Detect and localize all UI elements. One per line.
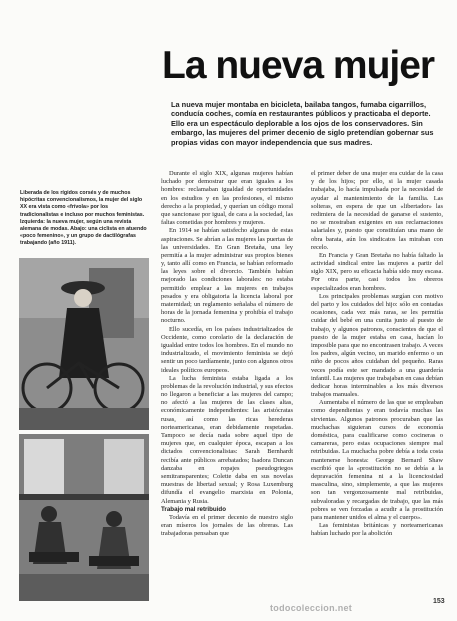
photo-caption (20, 190, 148, 248)
paragraph: En 1914 se habían satisfecho algunas de estas aspiraciones. Se abrían a las mujeres las puertas de las universidades. En Gran Bretaña, una ley permitía a la mujer administrar sus propios bienes y, tanto allí como en Francia, se habían reformado las leyes sobre el divorcio. También habían mejorado las condiciones laborales: no estaba permitido emplear a las mujeres en trabajos pesados y era obligatoria la licencia laboral por maternidad; un reglamento señalaba el número de horas de la jornada femenina y prohibía el trabajo nocturno. (161, 227, 293, 325)
typists-illustration (19, 434, 149, 601)
paragraph: En Francia y Gran Bretaña no había faltado la actividad sindical entre las mujeres a partir del siglo XIX, pero su eficacia había sido muy escasa. Por otra parte, casi todos los obreros especializados eran hombres. (311, 251, 443, 292)
lead-paragraph: La nueva mujer montaba en bicicleta, bailaba tangos, fumaba cigarrillos, conducía coches, comía en restaurantes públicos y practicaba el deporte. Ello era un espectáculo deplorable a los ojos de los conservadores. Sin embargo, las mujeres del primer decenio de siglo pretendían gobernar sus propias vidas con mayor independencia que sus madres. (171, 100, 434, 147)
body-column-left (161, 170, 293, 538)
section-subhead: Trabajo mal retribuido (161, 505, 226, 513)
caption-text: Liberada de los rígidos corsés y de muchos hipócritas convencionalismos, la mujer del siglo XX era vista como «frívola» por los tradicionalistas e incluso por muchos feministas. Izquierda: la nueva mujer, según una revista alemana de modas. Abajo: una ciclista en atuendo «poco femenino», y un grupo de dactilógrafas trabajando (año 1911). (20, 190, 147, 247)
typists-photo (19, 434, 149, 601)
paragraph: Durante el siglo XIX, algunas mujeres habían luchado por demostrar que eran iguales a los hombres: reclamaban igualdad de oportunidades en los estudios y en las profesiones, el mismo derecho a la propiedad, y querían un código moral que sancionase por igual, de cara a la sociedad, las faltas cometidas por hombres y mujeres. (161, 170, 293, 227)
paragraph: el primer deber de una mujer era cuidar de la casa y de los hijos; por ello, si la mujer casada trabajaba, lo hacía impulsada por la necesidad de ayudar al mantenimiento de la familia. Las solteras, en espera de que un «libertador» las redimiera de la necesidad de ganarse el sustento, no se mostraban exigentes en sus reclamaciones salariales y, puesto que constituían una mano de obra barata, aún los sindicatos las miraban con recelo. (311, 170, 443, 251)
paragraph: Aumentaba el número de las que se empleaban como dependientas y eran todavía muchas las sirvientas. Algunos patronos procuraban que las muchachas siguieran cursos de economía doméstica, para cualificarse como cocineras o camareras, pero estas ocupaciones siempre mal retribuidas. La muchacha pobre debía a toda costa mantenerse honesta: George Bernard Shaw escribió que la «prostitución no se debía a la depravación femenina ni a la licenciosidad masculina, sino, simplemente, a que las mujeres son tan vergonzosamente mal retribuidas, subvaloradas y recargadas de trabajo, que las más pobres se ven forzadas a acudir a la prostitución para mantener unidos el alma y el cuerpo». (311, 399, 443, 521)
paragraph: Ello sucedía, en los países industrializados de Occidente, como corolario de la declaración de igualdad entre todos los hombres. En el mundo no industrializado, el movimiento feminista se dejó sentir un poco tardíamente, junto con algunos otros ideales políticos europeos. (161, 325, 293, 374)
body-column-right (311, 170, 443, 538)
cyclist-photo (19, 258, 149, 430)
page-title: La nueva mujer (162, 44, 435, 87)
cyclist-illustration (19, 258, 149, 430)
watermark: todocoleccion.net (270, 603, 353, 613)
paragraph: La lucha feminista estaba ligada a los problemas de la revolución industrial, y sus efectos no llegaron a beneficiar a las mujeres del campo; no afectó a las mujeres de las clases altas, económicamente independientes: las aristócratas rusas, así como las ricas herederas norteamericanas, eran debidamente respetadas. Tampoco se decía nada sobre aquel tipo de mujeres que, en cualquier época, escapan a los dictados convencionalistas: Sarah Bernhardt recibía ante públicos arrebatados; Isadora Duncan danzaba en ropajes pseudogriegos semitransparentes; Colette daba en sus novelas muestras de libertad sexual; y Rosa Luxemburg difundía el evangelio marxista en Polonia, Alemania y Rusia. (161, 374, 293, 505)
paragraph: Todavía en el primer decenio de nuestro siglo eran míseros los jornales de las obreras. Las trabajadoras pensaban que (161, 513, 293, 538)
paragraph: Las feministas británicas y norteamericanas habían luchado por la abolición (311, 522, 443, 538)
paragraph: Los principales problemas surgían con motivo del parto y los cuidados del hijo: sólo en contadas ocasiones, cada vez más raras, se les permitía cuidar del bebé en una cunita junto al puesto de trabajo, y algunos patronos, conscientes de que el puesto de la mujer estaba en casa, hacían lo imposible para que no encontrasen trabajo. A veces los padres, algún vecino, un marido enfermo o un niño de pocos años cuidaban del pequeño. Raras veces podía este ser mandado a una guardería infantil. Las mujeres que trabajaban en casa debían dedicar horas interminables a los más diversos trabajos manuales. (311, 292, 443, 399)
page-number: 153 (433, 598, 445, 605)
